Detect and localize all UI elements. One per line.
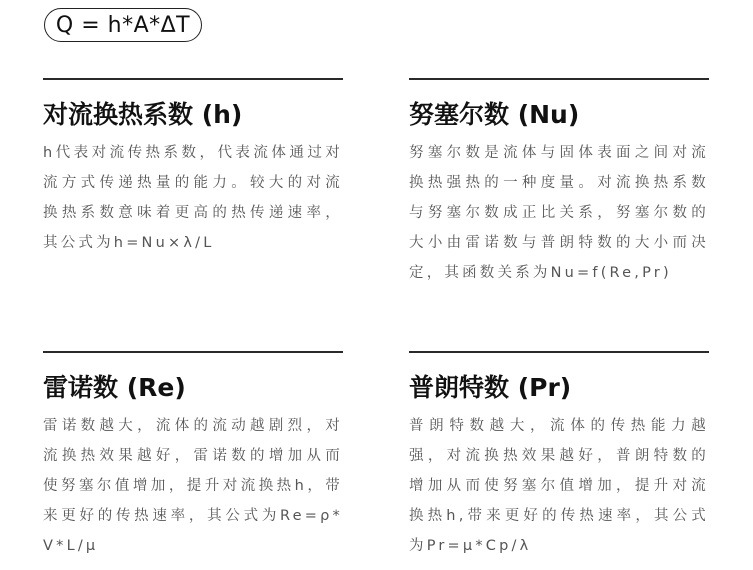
card-body: 努塞尔数是流体与固体表面之间对流换热强热的一种度量。对流换热系数与努塞尔数成正比关系，努塞尔数的大小由雷诺数与普朗特数的大小而决定，其函数关系为Nu=f(Re,Pr) — [409, 145, 709, 281]
card-title: 对流换热系数 (h) — [43, 100, 243, 129]
card-title: 普朗特数 (Pr) — [409, 373, 572, 402]
card-body: 普朗特数越大，流体的传热能力越强，对流换热效果越好，普朗特数的增加从而使努塞尔值增加，提升对流换热h,带来更好的传热速率，其公式为Pr=μ*Cp/λ — [409, 418, 709, 554]
formula-badge: Q = h*A*ΔT — [44, 8, 202, 42]
card-body: 雷诺数越大，流体的流动越剧烈，对流换热效果越好，雷诺数的增加从而使努塞尔值增加，提升对流换热h，带来更好的传热速率，其公式为Re=ρ*V*L/μ — [43, 418, 343, 554]
card-divider — [409, 351, 709, 353]
card-reynolds-number — [43, 351, 343, 561]
card-divider — [43, 78, 343, 80]
card-divider — [43, 351, 343, 353]
card-title: 雷诺数 (Re) — [43, 373, 186, 402]
card-body: h代表对流传热系数，代表流体通过对流方式传递热量的能力。较大的对流换热系数意味着更高的热传递速率，其公式为h=Nu×λ/L — [43, 145, 343, 251]
card-divider — [409, 78, 709, 80]
card-nusselt-number — [409, 78, 709, 288]
card-title: 努塞尔数 (Nu) — [409, 100, 580, 129]
card-prandtl-number — [409, 351, 709, 561]
card-heat-transfer-coefficient — [43, 78, 343, 258]
